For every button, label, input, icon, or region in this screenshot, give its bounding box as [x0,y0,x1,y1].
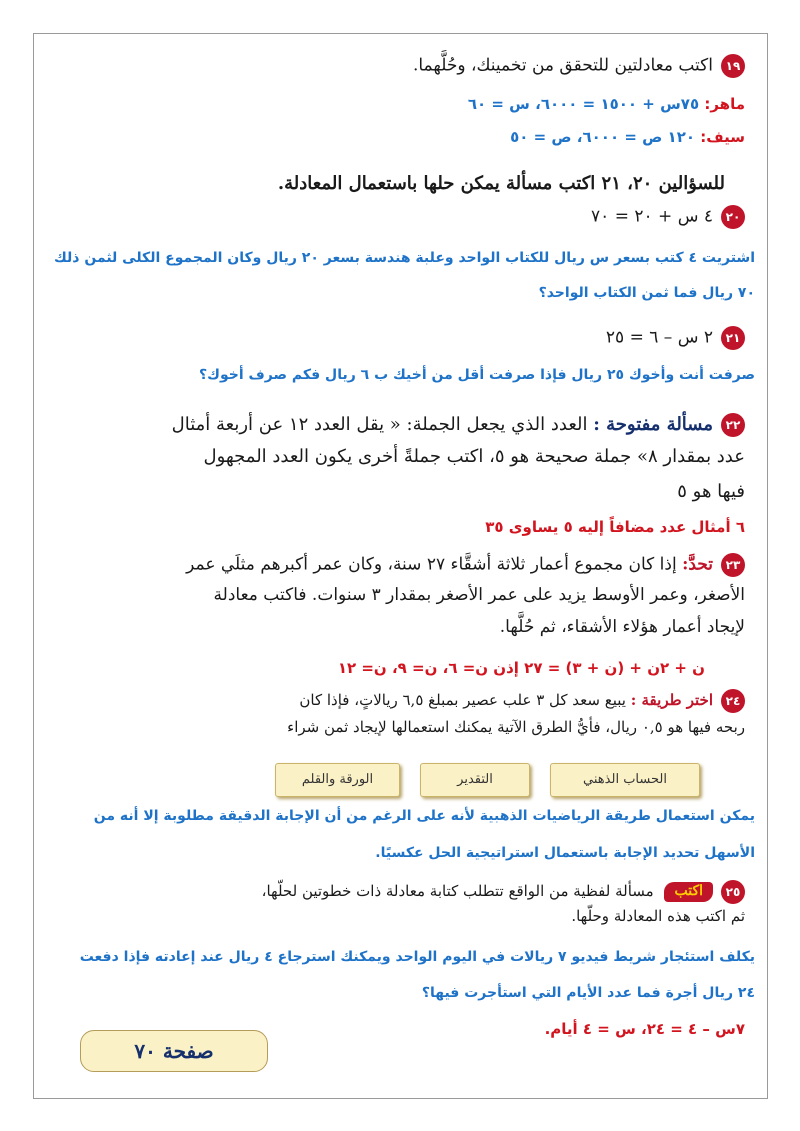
answer-name: ماهر: [704,95,745,113]
question-number-badge: ٢٤ [721,689,745,713]
answer-equation: ٧٥س + ١٥٠٠ = ٦٠٠٠، س = ٦٠ [467,95,700,113]
question-number-badge: ٢١ [721,326,745,350]
question-22-line-3: فيها هو ٥ [677,481,745,502]
question-label: تحدَّ: [682,554,713,575]
answer-20-line-2: ٧٠ ريال فما ثمن الكتاب الواحد؟ [538,285,755,301]
question-text: يبيع سعد كل ٣ علب عصير بمبلغ ٦,٥ ريالاتٍ، فإذا كان [299,691,626,709]
question-number-badge: ١٩ [721,54,745,78]
answer-saif [50,128,745,147]
question-number-badge: ٢٥ [721,880,745,904]
answer-24-line-2: الأسهل تحديد الإجابة باستعمال استراتيجية الحل عكسيًا. [375,845,755,861]
question-text: اكتب معادلتين للتحقق من تخمينك، وحُلَّهما. [412,55,713,76]
page-number-label: صفحة ٧٠ [80,1030,268,1072]
answer-21: صرفت أنت وأخوك ٢٥ ريال فإذا صرفت أقل من أخيك ب ٦ ريال فكم صرف أخوك؟ [199,367,755,383]
question-22-line-2: عدد بمقدار ٨» جملة صحيحة هو ٥، اكتب جملةً أخرى يكون العدد المجهول [203,446,745,467]
answer-25-line-1: يكلف استئجار شريط فيديو ٧ ريالات في اليوم الواحد ويمكنك استرجاع ٤ ريال عند إعادته فإذا دفعت [79,949,755,965]
question-23-line-2: الأصغر، وعمر الأوسط يزيد على عمر الأصغر بمقدار ٣ سنوات. فاكتب معادلة [213,585,745,605]
question-text: العدد الذي يجعل الجملة: « يقل العدد ١٢ عن أربعة أمثال [171,414,588,435]
answer-24-line-1: يمكن استعمال طريقة الرياضيات الذهبية لأنه على الرغم من أن الإجابة الدقيقة مطلوبة إلا أنه من [93,808,755,824]
question-text: إذا كان مجموع أعمار ثلاثة أشقَّاء ٢٧ سنة، وكان عمر أكبرهم مثلَي عمر [186,554,677,575]
answer-25-line-2: ٢٤ ريال أجرة فما عدد الأيام التي استأجرت فيها؟ [421,985,755,1001]
option-mental-math[interactable]: الحساب الذهني [550,763,700,797]
option-estimation[interactable]: التقدير [420,763,530,797]
question-25 [50,880,745,904]
question-23 [50,553,745,577]
answer-20-line-1: اشتريت ٤ كتب بسعر س ريال للكتاب الواحد وعلبة هندسة بسعر ٢٠ ريال وكان المجموع الكلى لثمن ذلك [54,250,755,266]
question-20 [50,205,745,229]
write-label-tag: اكتب [664,882,713,902]
answer-maher [50,95,745,114]
question-24 [50,689,745,713]
question-19 [50,54,745,78]
question-text: ٤ س + ٢٠ = ٧٠ [591,206,713,227]
question-text: ٢ س – ٦ = ٢٥ [605,327,713,348]
answer-22: ٦ أمثال عدد مضافاً إليه ٥ يساوى ٣٥ [485,518,745,536]
question-number-badge: ٢٢ [721,413,745,437]
option-paper-pencil[interactable]: الورقة والقلم [275,763,400,797]
question-23-line-3: لإيجاد أعمار هؤلاء الأشقاء، ثم حُلَّها. [499,617,745,637]
answer-25-solution: ٧س – ٤ = ٢٤، س = ٤ أيام. [544,1020,745,1038]
question-24-line-2: ربحه فيها هو ٠,٥ ريال، فأيُّ الطرق الآتية يمكنك استعمالها لإيجاد ثمن شراء [287,718,745,736]
answer-name: سيف: [700,128,745,146]
answer-equation: ١٢٠ ص = ٦٠٠٠، ص = ٥٠ [510,128,696,146]
question-label: اختر طريقة : [630,691,713,709]
question-label: مسألة مفتوحة : [593,414,713,435]
question-text: مسألة لفظية من الواقع تتطلب كتابة معادلة ذات خطوتين لحلّها، [261,882,654,900]
question-25-line-2: ثم اكتب هذه المعادلة وحلّها. [571,907,745,925]
answer-23: ن + ٢ن + (ن + ٣) = ٢٧ إذن ن= ٦، ن= ٩، ن= ١٢ [337,659,705,677]
question-number-badge: ٢٠ [721,205,745,229]
question-21 [50,326,745,350]
section-heading: للسؤالين ٢٠، ٢١ اكتب مسألة يمكن حلها باستعمال المعادلة. [277,173,725,194]
question-number-badge: ٢٣ [721,553,745,577]
question-22 [50,413,745,437]
